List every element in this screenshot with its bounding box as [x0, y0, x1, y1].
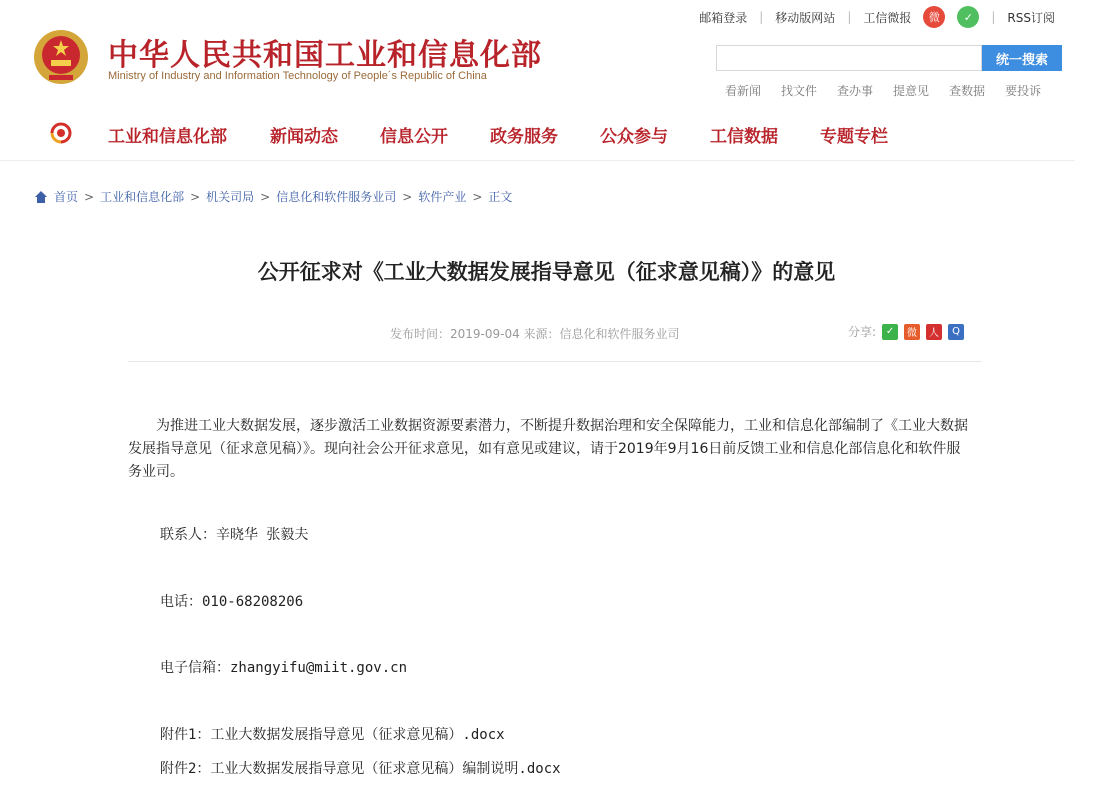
contact-phone: 电话：010-68208206 [160, 594, 304, 610]
contact-email[interactable]: 电子信箱：zhangyifu@miit.gov.cn [160, 660, 408, 676]
home-icon[interactable] [34, 190, 48, 204]
article-meta: 发布时间：2019-09-04 来源：信息化和软件服务业司 [390, 327, 680, 341]
breadcrumb [34, 188, 512, 205]
share-qq-icon[interactable]: Q [948, 324, 964, 340]
quick-link-news[interactable]: 看新闻 [725, 84, 762, 98]
divider [128, 361, 982, 362]
nav-item-miit[interactable]: 工业和信息化部 [108, 127, 227, 147]
breadcrumb-separator: > [260, 189, 271, 204]
breadcrumb-separator: > [190, 189, 201, 204]
share-label: 分享: [848, 325, 877, 339]
nav-item-special-topics[interactable]: 专题专栏 [820, 127, 888, 147]
quick-link-services[interactable]: 查办事 [837, 84, 874, 98]
mobile-site-link[interactable]: 移动版网站 [775, 10, 836, 25]
search-button[interactable]: 统一搜索 [982, 45, 1062, 71]
share-wechat-icon[interactable]: ✓ [882, 324, 898, 340]
main-nav [0, 108, 1075, 161]
breadcrumb-separator: > [84, 189, 95, 204]
breadcrumb-separator: > [402, 189, 413, 204]
quick-link-complaint[interactable]: 要投诉 [1005, 84, 1042, 98]
separator: | [759, 10, 764, 24]
share-weibo-icon[interactable]: 微 [904, 324, 920, 340]
nav-item-public-participation[interactable]: 公众参与 [600, 127, 668, 147]
mail-login-link[interactable]: 邮箱登录 [699, 10, 748, 25]
site-subtitle: Ministry of Industry and Information Technology of People´s Republic of China [108, 70, 487, 82]
quick-links [725, 82, 1041, 99]
article-title: 公开征求对《工业大数据发展指导意见（征求意见稿）》的意见 [257, 260, 836, 284]
nav-item-news[interactable]: 新闻动态 [270, 127, 338, 147]
nav-item-info-disclosure[interactable]: 信息公开 [380, 127, 448, 147]
article-paragraph: 为推进工业大数据发展，逐步激活工业数据资源要素潜力，不断提升数据治理和安全保障能力，工业和信息化部编制了《工业大数据发展指导意见（征求意见稿）》。现向社会公开征求意见，如有意见或建议，请于2019年9月16日前反馈工业和信息化部信息化和软件服务业司。 [128, 418, 968, 480]
miit-logo-icon[interactable] [48, 120, 74, 146]
weibo-icon[interactable]: 微 [923, 6, 945, 28]
separator: | [991, 10, 996, 24]
breadcrumb-departments[interactable]: 机关司局 [206, 190, 255, 204]
breadcrumb-current: 正文 [488, 190, 513, 204]
rss-link[interactable]: RSS订阅 [1007, 10, 1055, 25]
attachment-2-link[interactable]: 附件2：工业大数据发展指导意见（征求意见稿）编制说明.docx [160, 761, 561, 777]
breadcrumb-separator: > [472, 189, 483, 204]
breadcrumb-software-industry[interactable]: 软件产业 [418, 190, 467, 204]
share-bar [848, 323, 964, 340]
share-renren-icon[interactable]: 人 [926, 324, 942, 340]
nav-item-gov-services[interactable]: 政务服务 [490, 127, 558, 147]
search-input[interactable] [716, 45, 982, 71]
breadcrumb-home[interactable]: 首页 [54, 190, 79, 204]
breadcrumb-miit[interactable]: 工业和信息化部 [100, 190, 185, 204]
gongxin-weibao-link[interactable]: 工信微报 [863, 10, 912, 25]
quick-link-files[interactable]: 找文件 [781, 84, 818, 98]
national-emblem-icon [32, 28, 90, 86]
nav-item-data[interactable]: 工信数据 [710, 127, 778, 147]
contact-person: 联系人：辛晓华 张毅夫 [160, 527, 309, 543]
site-title[interactable]: 中华人民共和国工业和信息化部 [108, 38, 542, 73]
separator: | [847, 10, 852, 24]
top-links [699, 6, 1055, 28]
breadcrumb-info-software-dept[interactable]: 信息化和软件服务业司 [276, 190, 397, 204]
wechat-icon[interactable]: ✓ [957, 6, 979, 28]
quick-link-data[interactable]: 查数据 [949, 84, 986, 98]
quick-link-feedback[interactable]: 提意见 [893, 84, 930, 98]
attachment-1-link[interactable]: 附件1：工业大数据发展指导意见（征求意见稿）.docx [160, 727, 505, 743]
